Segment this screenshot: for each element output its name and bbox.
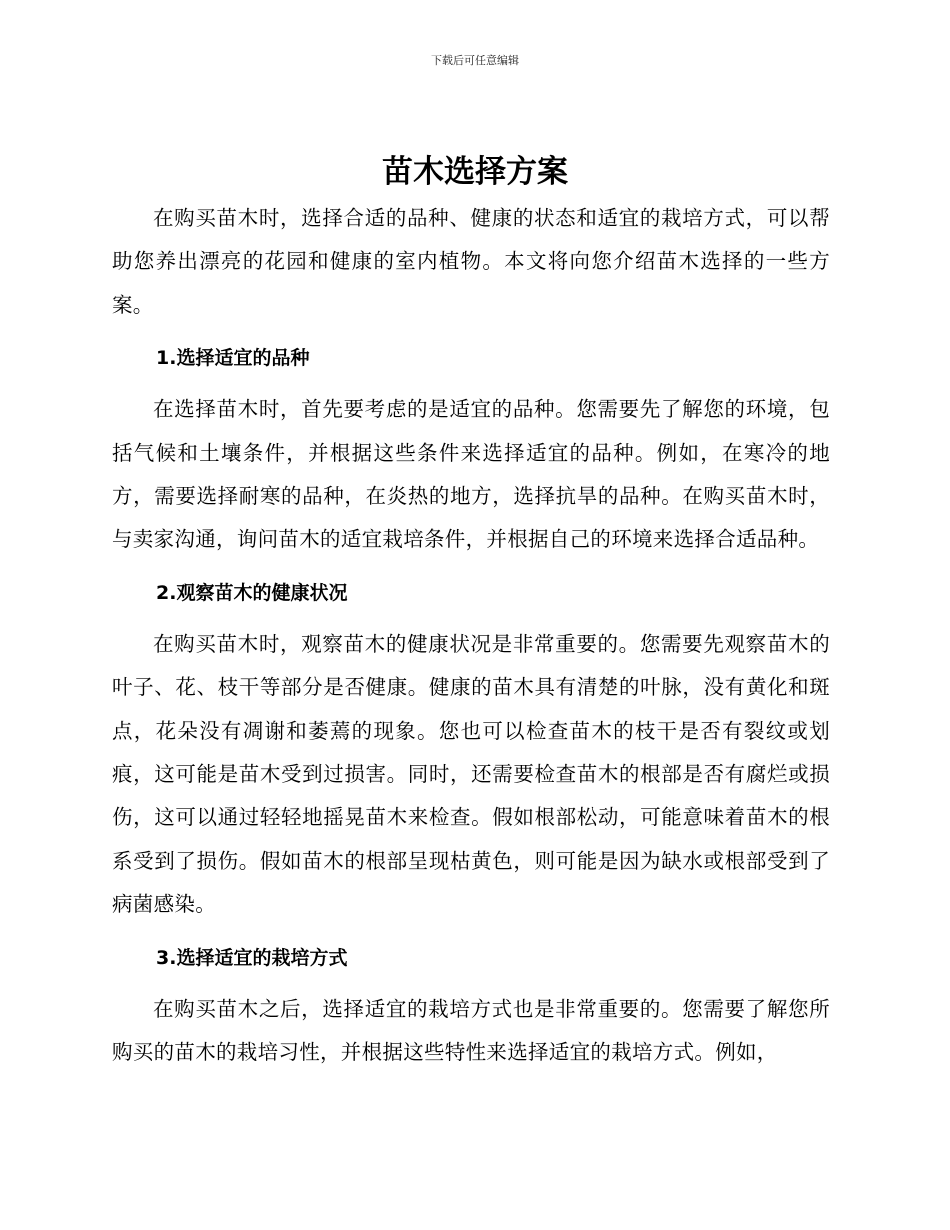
section-heading-3: 3.选择适宜的栽培方式 [156,946,348,969]
document-body [112,197,830,1075]
header-note: 下载后可任意编辑 [431,54,519,67]
section-body-3: 在购买苗木之后，选择适宜的栽培方式也是非常重要的。您需要了解您所购买的苗木的栽培习性，并根据这些特性来选择适宜的栽培方式。例如， [112,996,830,1065]
section-heading-2: 2.观察苗木的健康状况 [156,581,348,604]
page-title: 苗木选择方案 [382,154,568,190]
section-heading-1: 1.选择适宜的品种 [156,347,310,370]
intro-paragraph: 在购买苗木时，选择合适的品种、健康的状态和适宜的栽培方式，可以帮助您养出漂亮的花园和健康的室内植物。本文将向您介绍苗木选择的一些方案。 [112,206,830,317]
section-body-2: 在购买苗木时，观察苗木的健康状况是非常重要的。您需要先观察苗木的叶子、花、枝干等部分是否健康。健康的苗木具有清楚的叶脉，没有黄化和斑点，花朵没有凋谢和萎蔫的现象。您也可以检查苗木的枝干是否有裂纹或划痕，这可能是苗木受到过损害。同时，还需要检查苗木的根部是否有腐烂或损伤，这可以通过轻轻地摇晃苗木来检查。假如根部松动，可能意味着苗木的根系受到了损伤。假如苗木的根部呈现枯黄色，则可能是因为缺水或根部受到了病菌感染。 [112,631,830,917]
section-body-1: 在选择苗木时，首先要考虑的是适宜的品种。您需要先了解您的环境，包括气候和土壤条件，并根据这些条件来选择适宜的品种。例如，在寒冷的地方，需要选择耐寒的品种，在炎热的地方，选择抗旱的品种。在购买苗木时，与卖家沟通，询问苗木的适宜栽培条件，并根据自己的环境来选择合适品种。 [112,397,830,552]
